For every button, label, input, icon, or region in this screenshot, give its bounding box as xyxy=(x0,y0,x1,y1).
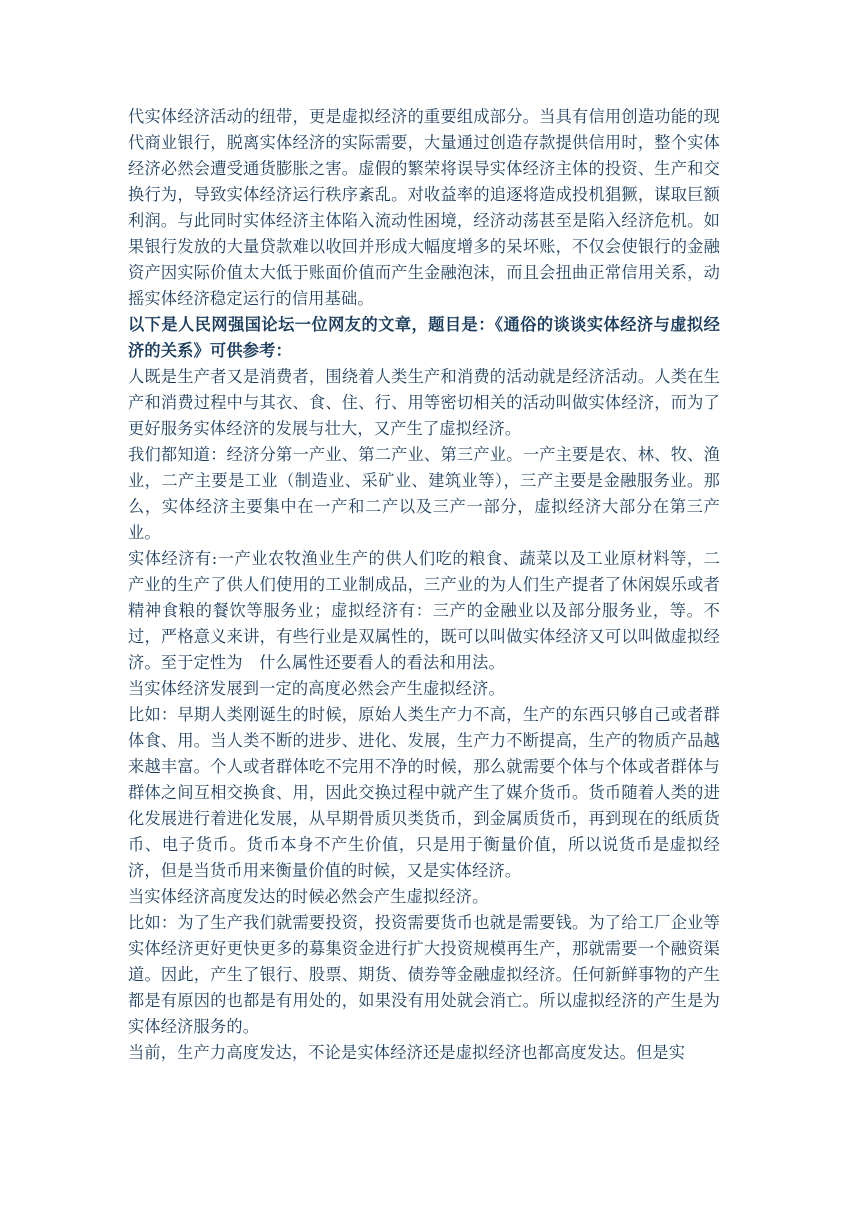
body-paragraph-3: 人既是生产者又是消费者，围绕着人类生产和消费的活动就是经济活动。人类在生产和消费过程中与其衣、食、住、行、用等密切相关的活动叫做实体经济，而为了更好服务实体经济的发展与壮大，又产生了虚拟经济。 xyxy=(128,367,720,438)
body-paragraph-8: 当实体经济高度发达的时候必然会产生虚拟经济。 xyxy=(128,887,489,906)
body-paragraph-4: 我们都知道：经济分第一产业、第二产业、第三产业。一产主要是农、林、牧、渔业，二产主要是工业（制造业、采矿业、建筑业等），三产主要是金融服务业。那么，实体经济主要集中在一产和二产以及三产一部分，虚拟经济大部分在第三产业。 xyxy=(128,445,720,542)
body-paragraph-6: 当实体经济发展到一定的高度必然会产生虚拟经济。 xyxy=(128,679,505,698)
document-page xyxy=(128,104,720,1066)
body-paragraph-10: 当前，生产力高度发达，不论是实体经济还是虚拟经济也都高度发达。但是实 xyxy=(128,1043,686,1062)
body-paragraph-9: 比如：为了生产我们就需要投资，投资需要货币也就是需要钱。为了给工厂企业等实体经济更好更快更多的募集资金进行扩大投资规模再生产，那就需要一个融资渠道。因此，产生了银行、股票、期货、债券等金融虚拟经济。任何新鲜事物的产生都是有原因的也都是有用处的，如果没有用处就会消亡。所以虚拟经济的产生是为实体经济服务的。 xyxy=(128,913,720,1036)
body-paragraph-7: 比如：早期人类刚诞生的时候，原始人类生产力不高，生产的东西只够自己或者群体食、用。当人类不断的进步、进化、发展，生产力不断提高，生产的物质产品越来越丰富。个人或者群体吃不完用不净的时候，那么就需要个体与个体或者群体与群体之间互相交换食、用，因此交换过程中就产生了媒介货币。货币随着人类的进化发展进行着进化发展，从早期骨质贝类货币，到金属质货币，再到现在的纸质货币、电子货币。货币本身不产生价值，只是用于衡量价值，所以说货币是虚拟经济，但是当货币用来衡量价值的时候，又是实体经济。 xyxy=(128,705,720,880)
body-paragraph-1: 代实体经济活动的纽带，更是虚拟经济的重要组成部分。当具有信用创造功能的现代商业银行，脱离实体经济的实际需要，大量通过创造存款提供信用时，整个实体经济必然会遭受通货膨胀之害。虚假的繁荣将误导实体经济主体的投资、生产和交换行为，导致实体经济运行秩序紊乱。对收益率的追逐将造成投机猖獗，谋取巨额利润。与此同时实体经济主体陷入流动性困境，经济动荡甚至是陷入经济危机。如果银行发放的大量贷款难以收回并形成大幅度增多的呆坏账，不仅会使银行的金融资产因实际价值太大低于账面价值而产生金融泡沫，而且会扭曲正常信用关系，动摇实体经济稳定运行的信用基础。 xyxy=(128,107,720,308)
body-paragraph-5: 实体经济有:一产业农牧渔业生产的供人们吃的粮食、蔬菜以及工业原材料等，二产业的生产了供人们使用的工业制成品，三产业的为人们生产提者了休闲娱乐或者精神食粮的餐饮等服务业；虚拟经济有：三产的金融业以及部分服务业，等。不过，严格意义来讲，有些行业是双属性的，既可以叫做实体经济又可以叫做虚拟经济。至于定性为 什么属性还要看人的看法和用法。 xyxy=(128,549,720,672)
bold-intro-paragraph: 以下是人民网强国论坛一位网友的文章，题目是：《通俗的谈谈实体经济与虚拟经济的关系》可供参考： xyxy=(128,315,720,360)
